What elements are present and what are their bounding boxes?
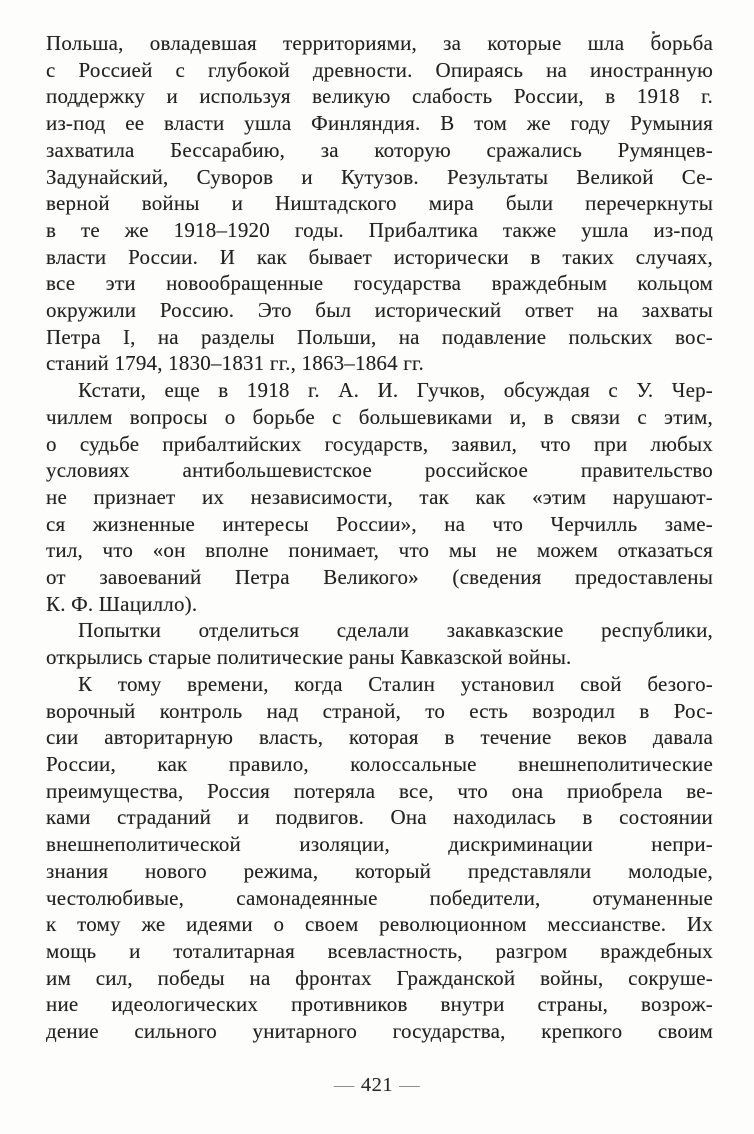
text-line: преимущества, Россия потеряла все, что она приобрела ве- [46,778,713,803]
text-line: открылись старые политические раны Кавказской войны. [46,645,572,670]
text-line: в те же 1918–1920 годы. Прибалтика также ушла из-под [46,217,713,242]
text-line: станий 1794, 1830–1831 гг., 1863–1864 гг. [46,351,424,376]
text-line: все эти новообращенные государства враждебным кольцом [46,271,713,296]
paragraph-1 [46,30,713,377]
text-line: окружили Россию. Это был исторический ответ на захваты [46,298,713,323]
text-line: К тому времени, когда Сталин установил свой безого- [78,671,713,696]
text-line: знания нового режима, который представляли молодые, [46,858,713,883]
text-line: о судьбе прибалтийских государств, заявил, что при любых [46,431,713,456]
text-line: из-под ее власти ушла Финляндия. В том же году Румыния [46,111,713,136]
text-line: власти России. И как бывает исторически в таких случаях, [46,244,713,269]
text-line: ся жизненные интересы России», на что Черчилль заме- [46,511,713,536]
text-line: не признает их независимости, так как «этим нарушают- [46,484,713,509]
text-line: сии авторитарную власть, которая в течение веков давала [46,725,713,750]
text-line: верной войны и Ништадского мира были перечеркнуты [46,191,713,216]
text-line: честолюбивые, самонадеянные победители, отуманенные [46,885,713,910]
text-line: условиях антибольшевистское российское правительство [46,458,713,483]
paragraph-4 [46,671,713,1045]
text-line: захватила Бессарабию, за которую сражались Румянцев- [46,137,713,162]
text-line: ками страданий и подвигов. Она находилась в состоянии [46,805,713,830]
text-line: ворочный контроль над страной, то есть возродил в Рос- [46,698,713,723]
text-line: Польша, овладевшая территориями, за которые шла борьба [46,31,713,55]
text-line: от завоеваний Петра Великого» (сведения предоставлены [46,565,713,590]
text-line: им сил, победы на фронтах Гражданской войны, сокруше- [46,965,713,990]
text-line: внешнеполитической изоляции, дискриминации непри- [46,832,713,857]
text-line: К. Ф. Шацилло). [46,591,198,616]
footer-left-dash: — [333,1074,355,1096]
text-line: к тому же идеями о своем революционном мессианстве. Их [46,912,713,937]
text-line: России, как правило, колоссальные внешнеполитические [46,751,713,776]
text-line: ние идеологических противников внутри страны, возрож- [46,992,713,1017]
text-line: мощь и тоталитарная всевластность, разгром враждебных [46,938,713,963]
text-line: Задунайский, Суворов и Кутузов. Результаты Великой Се- [46,164,713,189]
text-line: Петра I, на разделы Польши, на подавление польских вос- [46,324,713,349]
page-number-footer [0,1072,754,1098]
text-block [46,30,713,1045]
text-line: поддержку и используя великую слабость России, в 1918 г. [46,84,713,109]
paragraph-3 [46,617,713,670]
text-line: дение сильного унитарного государства, крепкого своим [46,1019,713,1044]
text-line: с Россией с глубокой древности. Опираясь на иностранную [46,57,713,82]
footer-right-dash: — [399,1074,421,1096]
page-number: 421 [360,1074,394,1096]
text-line: тил, что «он вполне понимает, что мы не можем отказаться [46,538,713,563]
text-line: чиллем вопросы о борьбе с большевиками и, в связи с этим, [46,404,713,429]
text-line: Кстати, еще в 1918 г. А. И. Гучков, обсуждая с У. Чер- [78,378,713,403]
paragraph-2 [46,377,713,617]
text-line: Попытки отделиться сделали закавказские республики, [78,618,713,643]
